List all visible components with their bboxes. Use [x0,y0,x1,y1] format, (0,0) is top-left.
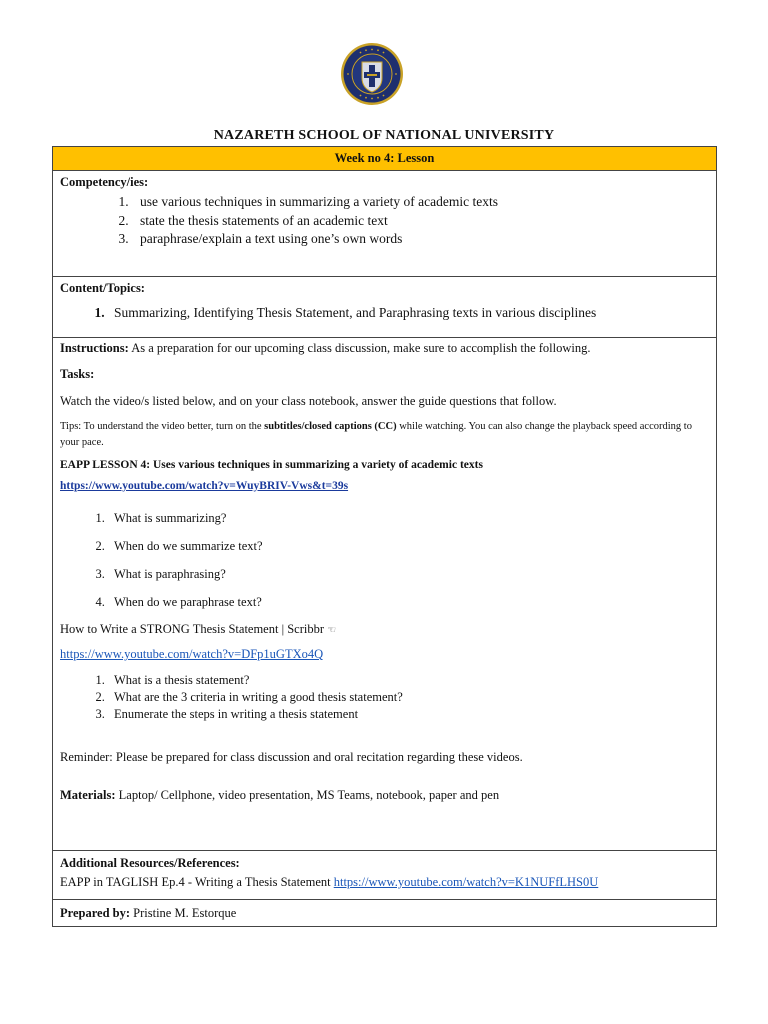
materials-label: Materials: [60,788,116,802]
topic-list [60,305,709,321]
materials-paragraph [60,788,709,803]
resources-link[interactable]: https://www.youtube.com/watch?v=K1NUFfLHS0U [333,875,599,889]
list-item: 4. When do we paraphrase text? [108,588,709,616]
content-heading: Content/Topics: [60,281,145,295]
watch-instructions: Watch the video/s listed below, and on your class notebook, answer the guide questions that follow. [60,394,557,408]
reminder-text: Reminder: Please be prepared for class discussion and oral recitation regarding these videos. [60,750,523,764]
video-link-2-paragraph [60,647,709,662]
list-item: 3. What is paraphrasing? [108,560,709,588]
instructions-paragraph [60,341,709,356]
school-title: NAZARETH SCHOOL OF NATIONAL UNIVERSITY [213,128,555,143]
prepared-by-label: Prepared by: [60,905,131,920]
list-item: 1. What is a thesis statement? [108,672,709,689]
tasks-heading: Tasks: [60,367,95,381]
resources-text: EAPP in TAGLISH Ep.4 - Writing a Thesis Statement [60,875,334,889]
tips-text-end: while watching. You can also change the playback speed according to your pace. [60,421,692,448]
video-2-title: How to Write a STRONG Thesis Statement | Scribbr [60,622,325,636]
pointing-hand-icon: ☜ [327,625,337,636]
list-item: 1. Summarizing, Identifying Thesis Statement, and Paraphrasing texts in various disciplines [108,305,709,321]
lesson-link-paragraph [60,480,709,492]
prepared-by-section [53,900,717,927]
video-link-1[interactable]: https://www.youtube.com/watch?v=WuyBRIV-Vws&t=39s [60,480,349,492]
competency-section [53,171,717,277]
question-list-1 [60,504,709,616]
week-header: Week no 4: Lesson [53,147,717,171]
list-item: 3. Enumerate the steps in writing a thesis statement [108,706,709,723]
instructions-section [53,338,717,851]
prepared-by-name: Pristine M. Estorque [130,905,237,920]
resources-paragraph [60,875,709,890]
list-item: 2. What are the 3 criteria in writing a good thesis statement? [108,689,709,706]
instructions-label: Instructions: [60,341,129,355]
list-item: 1. use various techniques in summarizing a variety of academic texts [132,193,709,212]
list-item: 3. paraphrase/explain a text using one’s own words [132,230,709,249]
school-seal-logo [340,42,404,106]
question-list-2 [60,672,709,723]
tips-cc-label: subtitles/closed captions (CC) [264,421,397,432]
materials-text: Laptop/ Cellphone, video presentation, MS Teams, notebook, paper and pen [115,788,500,802]
resources-section [53,851,717,900]
lesson-title: EAPP LESSON 4: Uses various techniques in summarizing a variety of academic texts [60,459,483,471]
lesson-table [52,146,717,927]
competency-list [60,193,709,249]
competency-heading: Competency/ies: [60,175,149,189]
list-item: 2. state the thesis statements of an academic text [132,212,709,231]
content-section [53,277,717,338]
resources-heading: Additional Resources/References: [60,856,240,870]
video-2-title-paragraph [60,622,709,637]
tips-text-start: Tips: To understand the video better, turn on the [60,421,265,432]
list-item: 1. What is summarizing? [108,504,709,532]
list-item: 2. When do we summarize text? [108,532,709,560]
video-link-2[interactable]: https://www.youtube.com/watch?v=DFp1uGTXo4Q [60,647,324,661]
instructions-text: As a preparation for our upcoming class discussion, make sure to accomplish the following. [128,341,591,355]
tips-text [60,419,709,451]
